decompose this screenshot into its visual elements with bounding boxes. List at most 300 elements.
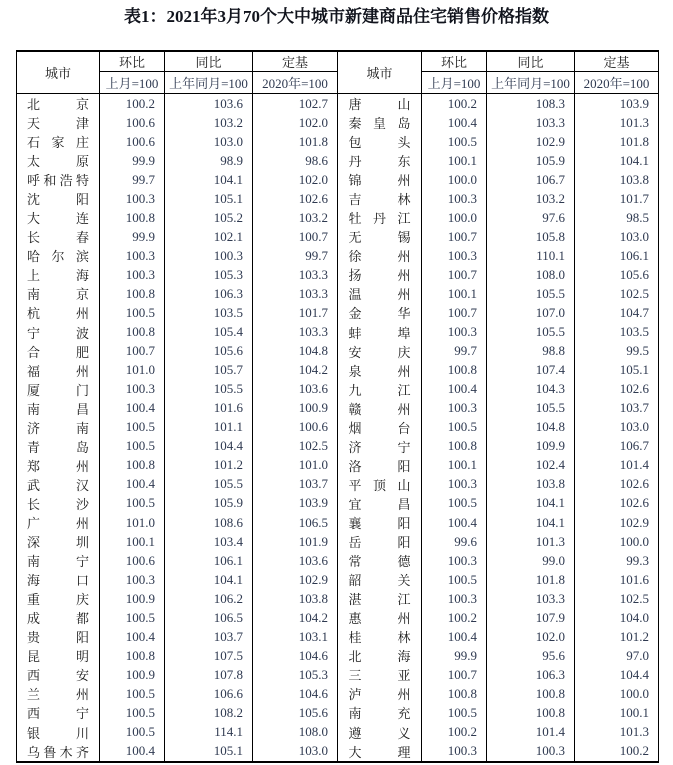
value-cell: 100.3 [422, 589, 487, 608]
value-cell: 100.8 [487, 684, 575, 703]
city-cell [17, 265, 100, 284]
value-cell: 100.3 [100, 380, 165, 399]
city-name: 南昌 [27, 401, 89, 417]
city-name: 洛阳 [348, 458, 411, 474]
city-cell [338, 132, 422, 151]
value-cell: 104.7 [575, 303, 659, 322]
table-row [17, 494, 659, 513]
value-cell: 105.4 [165, 323, 253, 342]
table-header [17, 51, 659, 94]
table-row [17, 456, 659, 475]
value-cell: 102.9 [487, 132, 575, 151]
value-cell: 99.5 [575, 342, 659, 361]
value-cell: 103.6 [165, 94, 253, 114]
value-cell: 100.4 [422, 113, 487, 132]
value-cell: 105.2 [165, 208, 253, 227]
table-row [17, 570, 659, 589]
city-name: 银川 [27, 725, 89, 741]
city-name: 泸州 [348, 687, 411, 703]
table-row [17, 742, 659, 762]
value-cell: 105.5 [487, 323, 575, 342]
city-name: 广州 [27, 516, 89, 531]
city-cell [17, 665, 100, 684]
city-cell [17, 723, 100, 742]
value-cell: 105.5 [165, 475, 253, 494]
city-name: 石家庄 [27, 135, 89, 151]
value-cell: 105.3 [165, 265, 253, 284]
value-cell: 104.2 [253, 608, 338, 627]
value-cell: 105.3 [253, 665, 338, 684]
table-row [17, 684, 659, 703]
city-name: 贵阳 [27, 630, 89, 646]
table-row [17, 323, 659, 342]
city-name: 西宁 [27, 706, 89, 722]
value-cell: 103.8 [253, 589, 338, 608]
value-cell: 102.5 [575, 589, 659, 608]
value-cell: 100.6 [100, 551, 165, 570]
city-cell [338, 418, 422, 437]
city-name: 九江 [348, 382, 411, 398]
value-cell: 100.2 [100, 94, 165, 114]
value-cell: 100.4 [422, 627, 487, 646]
value-cell: 100.3 [422, 323, 487, 342]
value-cell: 101.4 [575, 456, 659, 475]
city-name: 上海 [27, 268, 89, 284]
city-name: 天津 [27, 116, 89, 132]
value-cell: 103.1 [253, 627, 338, 646]
value-cell: 101.3 [575, 723, 659, 742]
table-row [17, 246, 659, 265]
city-name: 吉林 [348, 192, 411, 208]
value-cell: 108.3 [487, 94, 575, 114]
value-cell: 100.7 [422, 265, 487, 284]
city-name: 扬州 [348, 268, 411, 284]
yoy-header-right: 同比 [487, 51, 575, 72]
city-cell [17, 532, 100, 551]
value-cell: 100.7 [100, 342, 165, 361]
value-cell: 100.5 [422, 703, 487, 722]
city-cell [17, 494, 100, 513]
value-cell: 100.8 [100, 323, 165, 342]
value-cell: 100.0 [575, 684, 659, 703]
city-cell [338, 703, 422, 722]
table-row [17, 475, 659, 494]
table-row [17, 627, 659, 646]
city-cell [338, 589, 422, 608]
city-cell [338, 437, 422, 456]
value-cell: 105.5 [487, 284, 575, 303]
value-cell: 100.2 [422, 723, 487, 742]
mom-subheader-left: 上月=100 [100, 72, 165, 94]
value-cell: 100.1 [100, 532, 165, 551]
city-cell [338, 570, 422, 589]
value-cell: 102.9 [575, 513, 659, 532]
city-name: 太原 [27, 154, 89, 170]
city-name: 惠州 [348, 611, 411, 627]
value-cell: 107.0 [487, 303, 575, 322]
value-cell: 100.6 [253, 418, 338, 437]
city-cell [338, 646, 422, 665]
value-cell: 100.5 [100, 703, 165, 722]
city-cell [338, 284, 422, 303]
city-cell [338, 532, 422, 551]
value-cell: 105.8 [487, 227, 575, 246]
city-cell [17, 513, 100, 532]
table-row [17, 265, 659, 284]
city-name: 哈尔滨 [27, 249, 89, 265]
value-cell: 99.7 [422, 342, 487, 361]
value-cell: 101.8 [253, 132, 338, 151]
city-cell [17, 284, 100, 303]
table-row [17, 189, 659, 208]
value-cell: 100.9 [100, 665, 165, 684]
value-cell: 101.0 [100, 361, 165, 380]
value-cell: 103.0 [253, 742, 338, 762]
value-cell: 100.2 [422, 608, 487, 627]
value-cell: 105.6 [575, 265, 659, 284]
value-cell: 100.3 [422, 742, 487, 762]
city-name: 宜昌 [348, 496, 411, 512]
city-cell [17, 627, 100, 646]
yoy-subheader-right: 上年同月=100 [487, 72, 575, 94]
city-cell [17, 189, 100, 208]
value-cell: 101.7 [253, 303, 338, 322]
value-cell: 107.5 [165, 646, 253, 665]
value-cell: 100.4 [100, 627, 165, 646]
value-cell: 103.7 [575, 399, 659, 418]
city-cell [338, 742, 422, 762]
base-subheader-left: 2020年=100 [253, 72, 338, 94]
value-cell: 106.1 [165, 551, 253, 570]
value-cell: 95.6 [487, 646, 575, 665]
value-cell: 100.8 [422, 361, 487, 380]
value-cell: 106.3 [487, 665, 575, 684]
value-cell: 100.1 [422, 151, 487, 170]
value-cell: 103.7 [253, 475, 338, 494]
city-name: 南京 [27, 287, 89, 303]
city-name: 兰州 [27, 687, 89, 703]
city-cell [338, 113, 422, 132]
city-cell [338, 475, 422, 494]
table-row [17, 703, 659, 722]
mom-subheader-right: 上月=100 [422, 72, 487, 94]
value-cell: 104.0 [575, 608, 659, 627]
city-name: 温州 [348, 287, 411, 303]
city-cell [338, 303, 422, 322]
value-cell: 102.5 [253, 437, 338, 456]
value-cell: 101.3 [487, 532, 575, 551]
value-cell: 100.8 [487, 703, 575, 722]
value-cell: 104.8 [487, 418, 575, 437]
city-cell [17, 684, 100, 703]
value-cell: 103.3 [253, 323, 338, 342]
value-cell: 100.5 [422, 418, 487, 437]
value-cell: 103.4 [165, 532, 253, 551]
table-row [17, 399, 659, 418]
city-name: 长春 [27, 230, 89, 246]
value-cell: 99.7 [253, 246, 338, 265]
value-cell: 100.7 [422, 303, 487, 322]
table-row [17, 380, 659, 399]
value-cell: 103.3 [253, 284, 338, 303]
value-cell: 101.8 [575, 132, 659, 151]
value-cell: 100.6 [100, 132, 165, 151]
value-cell: 100.9 [100, 589, 165, 608]
city-cell [338, 265, 422, 284]
city-cell [17, 113, 100, 132]
value-cell: 100.8 [100, 456, 165, 475]
city-name: 乌鲁木齐 [27, 744, 89, 760]
city-name: 济宁 [348, 439, 411, 455]
table-row [17, 437, 659, 456]
city-name: 北海 [348, 649, 411, 665]
table-row [17, 94, 659, 114]
value-cell: 101.6 [575, 570, 659, 589]
value-cell: 103.0 [575, 227, 659, 246]
city-name: 武汉 [27, 477, 89, 493]
value-cell: 101.3 [575, 113, 659, 132]
city-cell [338, 170, 422, 189]
value-cell: 107.8 [165, 665, 253, 684]
value-cell: 108.6 [165, 513, 253, 532]
city-name: 宁波 [27, 325, 89, 341]
value-cell: 106.7 [487, 170, 575, 189]
value-cell: 100.0 [422, 208, 487, 227]
value-cell: 103.8 [487, 475, 575, 494]
value-cell: 103.0 [165, 132, 253, 151]
city-name: 杭州 [27, 306, 89, 322]
city-name: 大理 [348, 744, 411, 760]
table-row [17, 208, 659, 227]
table-row [17, 227, 659, 246]
value-cell: 103.9 [575, 94, 659, 114]
city-name: 西安 [27, 668, 89, 684]
value-cell: 104.6 [253, 684, 338, 703]
city-name: 大连 [27, 211, 89, 227]
value-cell: 98.8 [487, 342, 575, 361]
value-cell: 102.6 [575, 475, 659, 494]
value-cell: 104.6 [253, 646, 338, 665]
value-cell: 108.0 [487, 265, 575, 284]
value-cell: 106.1 [575, 246, 659, 265]
table-row [17, 532, 659, 551]
city-name: 金华 [348, 306, 411, 322]
city-cell [338, 189, 422, 208]
value-cell: 100.4 [422, 380, 487, 399]
value-cell: 101.4 [487, 723, 575, 742]
city-name: 厦门 [27, 382, 89, 398]
city-name: 锦州 [348, 173, 411, 189]
value-cell: 100.7 [422, 665, 487, 684]
value-cell: 100.3 [422, 399, 487, 418]
city-name: 桂林 [348, 630, 411, 646]
city-name: 韶关 [348, 573, 411, 589]
value-cell: 106.7 [575, 437, 659, 456]
value-cell: 100.6 [100, 113, 165, 132]
value-cell: 105.9 [165, 494, 253, 513]
value-cell: 103.2 [487, 189, 575, 208]
value-cell: 100.5 [422, 494, 487, 513]
value-cell: 101.1 [165, 418, 253, 437]
value-cell: 103.3 [487, 113, 575, 132]
city-cell [338, 551, 422, 570]
city-name: 丹东 [348, 154, 411, 170]
city-cell [17, 151, 100, 170]
city-cell [338, 361, 422, 380]
value-cell: 100.8 [100, 646, 165, 665]
value-cell: 102.7 [253, 94, 338, 114]
city-name: 郑州 [27, 458, 89, 474]
value-cell: 104.4 [165, 437, 253, 456]
mom-header-left: 环比 [100, 51, 165, 72]
value-cell: 104.1 [487, 513, 575, 532]
value-cell: 100.3 [487, 742, 575, 762]
city-cell [338, 627, 422, 646]
value-cell: 103.5 [165, 303, 253, 322]
value-cell: 109.9 [487, 437, 575, 456]
value-cell: 101.2 [165, 456, 253, 475]
city-cell [17, 380, 100, 399]
table-row [17, 418, 659, 437]
table-row [17, 361, 659, 380]
city-cell [17, 132, 100, 151]
price-index-table [16, 50, 659, 763]
city-name: 秦皇岛 [348, 116, 411, 132]
value-cell: 100.4 [100, 475, 165, 494]
value-cell: 103.8 [575, 170, 659, 189]
value-cell: 103.9 [253, 494, 338, 513]
yoy-header-left: 同比 [165, 51, 253, 72]
value-cell: 108.0 [253, 723, 338, 742]
city-cell [17, 608, 100, 627]
value-cell: 103.3 [487, 589, 575, 608]
base-header-right: 定基 [575, 51, 659, 72]
value-cell: 103.2 [253, 208, 338, 227]
value-cell: 105.6 [253, 703, 338, 722]
value-cell: 103.5 [575, 323, 659, 342]
value-cell: 98.5 [575, 208, 659, 227]
table-row [17, 589, 659, 608]
city-name: 深圳 [27, 535, 89, 551]
value-cell: 100.7 [422, 227, 487, 246]
value-cell: 101.0 [100, 513, 165, 532]
value-cell: 103.2 [165, 113, 253, 132]
city-cell [338, 151, 422, 170]
table-row [17, 113, 659, 132]
city-cell [17, 303, 100, 322]
city-cell [17, 589, 100, 608]
city-cell [17, 742, 100, 762]
city-cell [17, 246, 100, 265]
value-cell: 100.5 [422, 132, 487, 151]
city-name: 青岛 [27, 439, 89, 455]
page-title: 表1：2021年3月70个大中城市新建商品住宅销售价格指数 [124, 7, 549, 26]
city-cell [17, 399, 100, 418]
value-cell: 100.2 [575, 742, 659, 762]
value-cell: 100.3 [100, 570, 165, 589]
value-cell: 102.0 [487, 627, 575, 646]
value-cell: 100.3 [165, 246, 253, 265]
city-name: 湛江 [348, 592, 411, 608]
value-cell: 106.2 [165, 589, 253, 608]
city-cell [17, 361, 100, 380]
value-cell: 102.6 [575, 380, 659, 399]
value-cell: 100.4 [422, 513, 487, 532]
value-cell: 104.1 [487, 494, 575, 513]
city-name: 南充 [348, 706, 411, 722]
value-cell: 104.1 [575, 151, 659, 170]
table-row [17, 646, 659, 665]
value-cell: 103.7 [165, 627, 253, 646]
value-cell: 102.9 [253, 570, 338, 589]
value-cell: 102.6 [575, 494, 659, 513]
table-row [17, 132, 659, 151]
city-cell [17, 227, 100, 246]
city-cell [17, 475, 100, 494]
city-cell [338, 513, 422, 532]
table-row [17, 151, 659, 170]
city-cell [338, 94, 422, 114]
city-cell [338, 399, 422, 418]
value-cell: 114.1 [165, 723, 253, 742]
city-name: 南宁 [27, 554, 89, 570]
value-cell: 100.3 [422, 246, 487, 265]
value-cell: 110.1 [487, 246, 575, 265]
city-name: 襄阳 [348, 516, 411, 531]
value-cell: 100.3 [422, 475, 487, 494]
city-name: 蚌埠 [348, 325, 411, 341]
city-name: 北京 [27, 97, 89, 112]
value-cell: 107.9 [487, 608, 575, 627]
city-name: 岳阳 [348, 535, 411, 551]
value-cell: 105.1 [165, 189, 253, 208]
value-cell: 103.0 [575, 418, 659, 437]
value-cell: 101.0 [253, 456, 338, 475]
city-cell [17, 418, 100, 437]
value-cell: 104.2 [253, 361, 338, 380]
value-cell: 107.4 [487, 361, 575, 380]
value-cell: 100.8 [422, 437, 487, 456]
city-name: 徐州 [348, 249, 411, 265]
value-cell: 102.0 [253, 113, 338, 132]
value-cell: 100.0 [422, 170, 487, 189]
value-cell: 105.5 [487, 399, 575, 418]
value-cell: 100.5 [100, 437, 165, 456]
city-name: 牡丹江 [348, 211, 411, 227]
city-cell [17, 551, 100, 570]
table-row [17, 284, 659, 303]
value-cell: 99.9 [422, 646, 487, 665]
city-cell [17, 570, 100, 589]
value-cell: 105.7 [165, 361, 253, 380]
value-cell: 100.5 [422, 570, 487, 589]
table-row [17, 608, 659, 627]
table-row [17, 723, 659, 742]
city-header-right: 城市 [338, 51, 422, 94]
city-name: 安庆 [348, 344, 411, 360]
value-cell: 100.5 [100, 418, 165, 437]
value-cell: 100.9 [253, 399, 338, 418]
value-cell: 105.1 [165, 742, 253, 762]
value-cell: 99.0 [487, 551, 575, 570]
city-cell [17, 94, 100, 114]
value-cell: 100.8 [100, 284, 165, 303]
city-cell [17, 342, 100, 361]
value-cell: 100.0 [575, 532, 659, 551]
value-cell: 104.1 [165, 570, 253, 589]
value-cell: 99.7 [100, 170, 165, 189]
value-cell: 100.8 [100, 208, 165, 227]
